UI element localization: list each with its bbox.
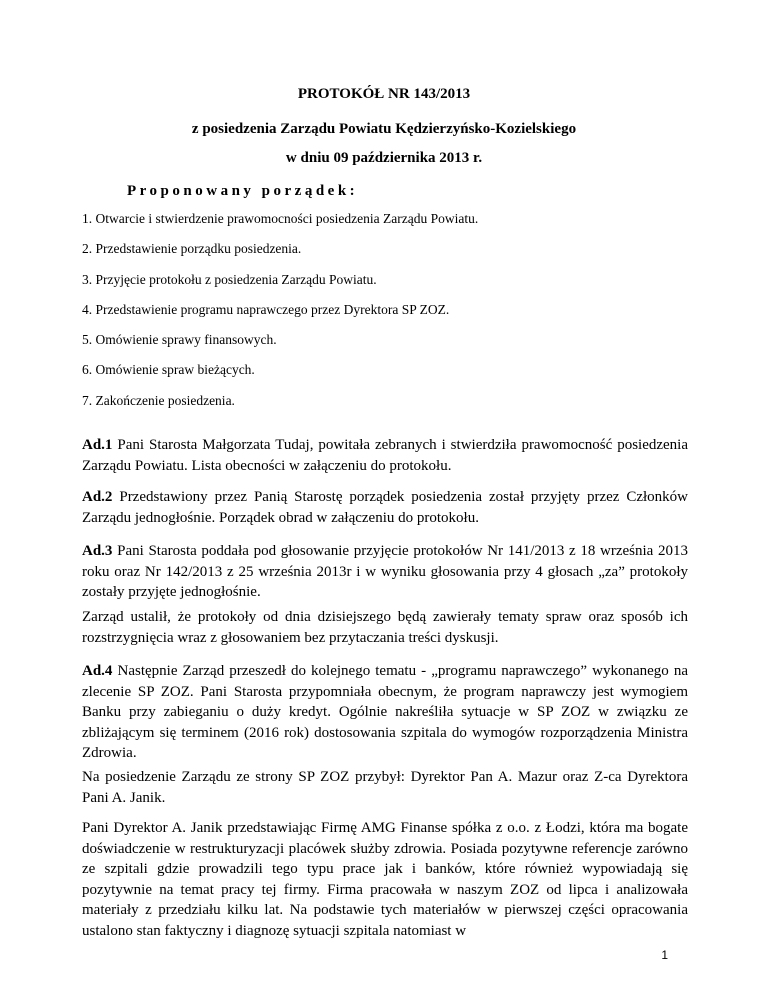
agenda-item: 4. Przedstawienie programu naprawczego przez Dyrektora SP ZOZ. [82, 301, 450, 317]
paragraph-text: Pani Dyrektor A. Janik przedstawiając Firmę AMG Finanse spółka z o.o. z Łodzi, która ma bogate doświadczenie w restrukturyzacji placówek służby zdrowia. Posiada pozytywne referencje zarówno ze szpitali gdzie prowadzili tego typu prace jak i banków, które również wypowiadają się pozytywnie na temat pracy tej firmy. Firma pracowała w naszym ZOZ od lipca i analizowała materiały z przedziału kilku lat. Na podstawie tych materiałów w pierwszej części opracowania ustalono stan faktyczny i diagnozę sytuacji szpitala natomiast w [82, 820, 688, 939]
paragraph-label: Ad.4 [82, 663, 113, 679]
agenda-list [82, 210, 702, 422]
paragraph-text: Na posiedzenie Zarządu ze strony SP ZOZ przybył: Dyrektor Pan A. Mazur oraz Z-ca Dyrektora Pani A. Janik. [82, 769, 688, 806]
agenda-item: 6. Omówienie spraw bieżących. [82, 362, 255, 378]
agenda-item: 7. Zakończenie posiedzenia. [82, 392, 235, 408]
paragraph-text: Przedstawiony przez Panią Starostę porządek posiedzenia został przyjęty przez Członków Zarządu jednogłośnie. Porządek obrad w załączeniu do protokołu. [82, 489, 688, 526]
document-title: PROTOKÓŁ NR 143/2013 [297, 86, 471, 102]
page-number: 1 [661, 948, 668, 962]
paragraph-ad2 [82, 487, 688, 528]
agenda-item: 1. Otwarcie i stwierdzenie prawomocności posiedzenia Zarządu Powiatu. [82, 211, 479, 226]
paragraph-text: Pani Starosta Małgorzata Tudaj, powitała zebranych i stwierdziła prawomocność posiedzenia Zarządu Powiatu. Lista obecności w załączeniu do protokołu. [82, 437, 688, 474]
agenda-item: 5. Omówienie sprawy finansowych. [82, 332, 277, 348]
paragraph-protocol-rule [82, 607, 688, 648]
paragraph-ad1 [82, 435, 688, 476]
agenda-item: 3. Przyjęcie protokołu z posiedzenia Zarządu Powiatu. [82, 271, 377, 287]
paragraph-text: Zarząd ustalił, że protokoły od dnia dzisiejszego będą zawierały tematy spraw oraz sposób ich rozstrzygnięcia wraz z głosowaniem bez przytaczania treści dyskusji. [82, 609, 688, 646]
paragraph-ad3 [82, 541, 688, 603]
paragraph-text: Następnie Zarząd przeszedł do kolejnego tematu - „programu naprawczego” wykonanego na zlecenie SP ZOZ. Pani Starosta przypomniała obecnym, że program naprawczy jest wymogiem Banku przy zabieganiu o duży kredyt. Ogólnie nakreśliła sytuacje w SP ZOZ w związku ze zbliżającym się terminem (2016 rok) dostosowania szpitala do wymogów rozporządzenia Ministra Zdrowia. [82, 663, 688, 761]
paragraph-ad4 [82, 661, 688, 764]
agenda-item: 2. Przedstawienie porządku posiedzenia. [82, 241, 302, 257]
meeting-date: w dniu 09 października 2013 r. [285, 150, 483, 166]
document-subtitle: z posiedzenia Zarządu Powiatu Kędzierzyńsko-Kozielskiego [191, 121, 577, 137]
paragraph-attendees [82, 767, 688, 808]
paragraph-amg-finanse [82, 818, 688, 941]
agenda-heading: Proponowany porządek: [127, 183, 359, 199]
paragraph-label: Ad.2 [82, 489, 113, 505]
paragraph-label: Ad.1 [82, 437, 113, 453]
paragraph-text: Pani Starosta poddała pod głosowanie przyjęcie protokołów Nr 141/2013 z 18 września 2013 roku oraz Nr 142/2013 z 25 września 2013r i w wyniku głosowania przy 4 głosach „za” protokoły zostały przyjęte jednogłośnie. [82, 543, 688, 600]
paragraph-label: Ad.3 [82, 543, 113, 559]
